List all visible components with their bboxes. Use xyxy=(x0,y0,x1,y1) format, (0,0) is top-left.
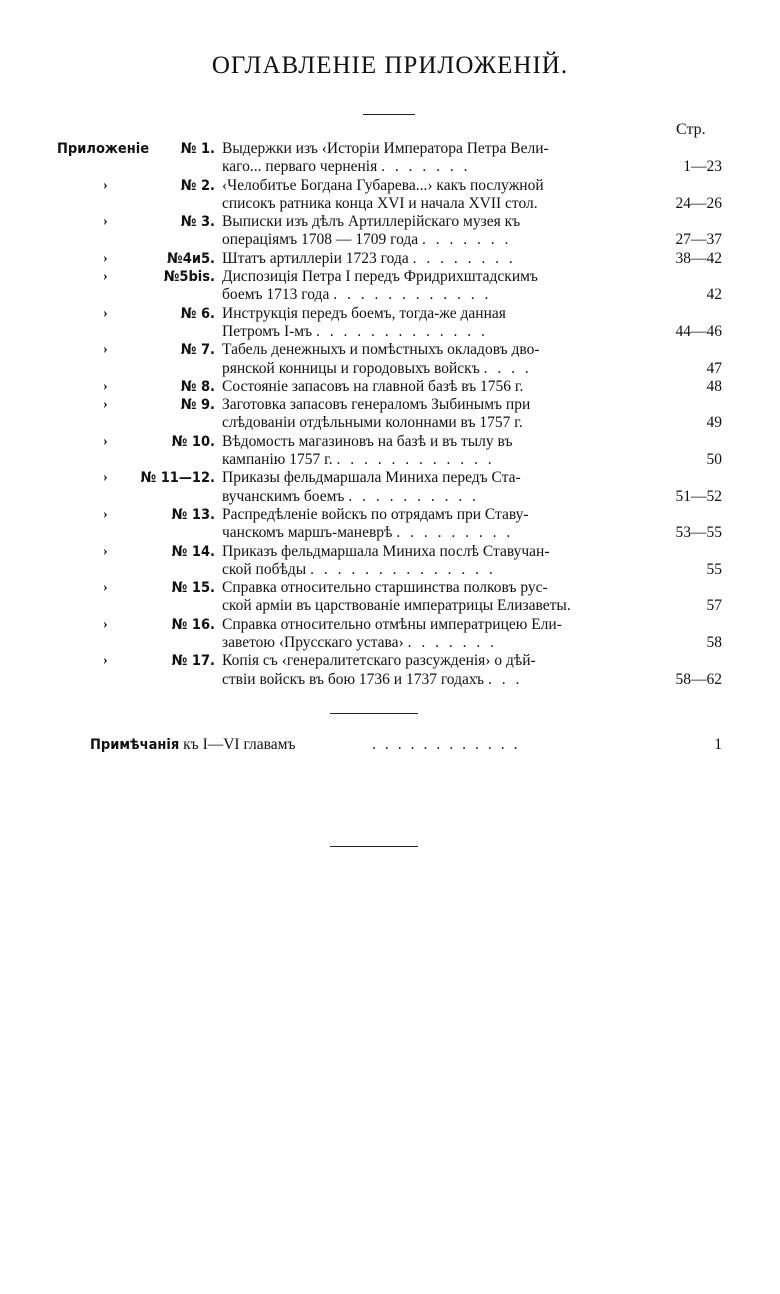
entry-text xyxy=(222,488,640,506)
entry-text xyxy=(222,250,640,268)
entry-text xyxy=(222,341,640,359)
toc-entry xyxy=(0,396,780,433)
toc-entry-line xyxy=(0,579,780,597)
entry-page-ref: 42 xyxy=(706,286,722,304)
entry-text-content: боемъ 1713 года xyxy=(222,286,330,304)
ditto-mark: › xyxy=(103,342,108,358)
entry-text xyxy=(222,561,640,579)
toc-entry xyxy=(0,506,780,543)
toc-entry-line xyxy=(0,213,780,231)
entry-text xyxy=(222,158,640,176)
toc-entry-line xyxy=(0,469,780,487)
toc-entry-line xyxy=(0,250,780,268)
toc-entry-line xyxy=(0,231,780,249)
toc-entry xyxy=(0,469,780,506)
entry-text-content: Инструкція передъ боемъ, тогда-же данная xyxy=(222,304,506,322)
toc-entry-line xyxy=(0,286,780,304)
entry-text xyxy=(222,506,640,524)
page-title: ОГЛАВЛЕНІЕ ПРИЛОЖЕНІЙ. xyxy=(211,52,569,79)
entry-page-ref: 38—42 xyxy=(675,249,722,267)
entry-text xyxy=(222,268,640,286)
toc-entry xyxy=(0,579,780,616)
toc-entry-line xyxy=(0,378,780,396)
entry-number: № 6. xyxy=(180,305,215,322)
notes-label-rest: къ I—VI главамъ xyxy=(179,736,296,753)
entry-text-content: ‹Челобитье Богдана Губарева...› какъ послужной xyxy=(222,176,544,194)
entry-text-content: ской побѣды xyxy=(222,560,307,578)
entry-number: №5bis. xyxy=(163,269,215,286)
entry-text-content: Состояніе запасовъ на главной базѣ въ 1756 г. xyxy=(222,377,524,395)
toc-entry xyxy=(0,543,780,580)
toc-entry-line xyxy=(0,140,780,158)
toc-entry-line xyxy=(0,433,780,451)
entry-page-ref: 53—55 xyxy=(675,524,722,542)
entry-text-content: рянской конницы и городовыхъ войскъ xyxy=(222,359,480,377)
entry-text-content: Справка относительно отмѣны императрицею Ели- xyxy=(222,615,562,633)
ditto-mark: › xyxy=(103,378,108,394)
toc-entry-line xyxy=(0,543,780,561)
entry-page-ref: 49 xyxy=(706,414,722,432)
entry-number: №4и5. xyxy=(167,250,215,267)
entry-text xyxy=(222,469,640,487)
entry-page-ref: 58—62 xyxy=(675,670,722,688)
dot-leader: . . . . . . . . . . . . xyxy=(336,451,495,469)
notes-label-bold: Примѣчанія xyxy=(90,737,180,753)
entry-page-ref: 58 xyxy=(706,634,722,652)
toc-entry-line xyxy=(0,634,780,652)
notes-label xyxy=(90,736,295,754)
dot-leader: . . . . . . . xyxy=(381,158,471,176)
entry-page-ref: 51—52 xyxy=(675,487,722,505)
entry-page-ref: 47 xyxy=(706,359,722,377)
toc-entry xyxy=(0,341,780,378)
entry-text xyxy=(222,524,640,542)
entry-text-content: ствіи войскъ въ бою 1736 и 1737 годахъ xyxy=(222,670,485,688)
entry-number: № 17. xyxy=(171,653,215,670)
entry-text-content: Заготовка запасовъ генераломъ Зыбинымъ при xyxy=(222,396,531,414)
entry-text-content: Петромъ I-мъ xyxy=(222,322,313,340)
entry-text xyxy=(222,597,640,615)
toc-entry xyxy=(0,433,780,470)
entry-text xyxy=(222,140,640,158)
entry-text-content: кампанію 1757 г. xyxy=(222,451,333,469)
entry-text-content: Приказъ фельдмаршала Миниха послѣ Ставучан- xyxy=(222,542,550,560)
dot-leader: . . . . . . . . . . . . . . xyxy=(310,560,496,578)
toc-list xyxy=(0,140,780,689)
entry-text xyxy=(222,396,640,414)
dot-leader: . . . xyxy=(487,670,523,688)
entry-number: № 15. xyxy=(171,580,215,597)
dot-leader: . . . . . . . . xyxy=(412,249,516,267)
ditto-mark: › xyxy=(103,177,108,193)
entry-text-content: списокъ ратника конца XVI и начала XVII стол. xyxy=(222,194,538,212)
ditto-mark: › xyxy=(103,653,108,669)
toc-entry-line xyxy=(0,597,780,615)
entry-page-ref: 44—46 xyxy=(675,322,722,340)
title-rule xyxy=(363,114,415,115)
toc-entry xyxy=(0,250,780,268)
toc-entry xyxy=(0,268,780,305)
dot-leader: . . . . . . . . . xyxy=(396,524,514,542)
entry-text-content: ской арміи въ царствованіе императрицы Елизаветы. xyxy=(222,597,571,615)
entry-text xyxy=(222,213,640,231)
notes-leader: ............ xyxy=(372,736,527,753)
toc-entry-line xyxy=(0,396,780,414)
entry-text-content: Штатъ артиллеріи 1723 года xyxy=(222,249,409,267)
toc-entry-line xyxy=(0,524,780,542)
entry-text xyxy=(222,195,640,213)
entry-text-content: Диспозиція Петра I передъ Фридрихштадскимъ xyxy=(222,268,538,286)
dot-leader: . . . . . . . xyxy=(407,634,497,652)
ditto-mark: › xyxy=(103,580,108,596)
ditto-mark: › xyxy=(103,305,108,321)
entry-text-content: Распредѣленіе войскъ по отрядамъ при Ставу- xyxy=(222,505,529,523)
toc-entry-line xyxy=(0,616,780,634)
entry-text-content: Копія съ ‹генералитетскаго разсужденія› о дѣй- xyxy=(222,652,536,670)
entry-text xyxy=(222,378,640,396)
entry-number: № 8. xyxy=(180,378,215,395)
entry-prefix: Приложеніе xyxy=(57,141,150,157)
toc-entry-line xyxy=(0,341,780,359)
entry-page-ref: 24—26 xyxy=(675,194,722,212)
dot-leader: . . . . xyxy=(483,359,532,377)
toc-entry-line xyxy=(0,561,780,579)
entry-page-ref: 48 xyxy=(706,377,722,395)
entry-text-content: вучанскимъ боемъ xyxy=(222,487,345,505)
entry-text-content: слѣдованіи отдѣльными колоннами въ 1757 г. xyxy=(222,414,523,432)
ditto-mark: › xyxy=(103,397,108,413)
toc-entry xyxy=(0,140,780,177)
toc-entry-line xyxy=(0,177,780,195)
entry-text xyxy=(222,177,640,195)
entry-number: № 2. xyxy=(180,177,215,194)
toc-entry xyxy=(0,378,780,396)
entry-number: № 13. xyxy=(171,506,215,523)
entry-text xyxy=(222,414,640,432)
toc-entry-line xyxy=(0,488,780,506)
toc-entry-line xyxy=(0,506,780,524)
entry-text xyxy=(222,579,640,597)
ditto-mark: › xyxy=(103,616,108,632)
ditto-mark: › xyxy=(103,214,108,230)
notes-entry xyxy=(0,736,780,756)
entry-text xyxy=(222,286,640,304)
toc-entry xyxy=(0,213,780,250)
page-column-header: Стр. xyxy=(676,121,706,138)
toc-entry-line xyxy=(0,451,780,469)
toc-entry xyxy=(0,177,780,214)
toc-entry xyxy=(0,616,780,653)
toc-entry-line xyxy=(0,323,780,341)
entry-text xyxy=(222,634,640,652)
entry-text xyxy=(222,231,640,249)
entry-text xyxy=(222,543,640,561)
entry-text xyxy=(222,451,640,469)
entry-number: № 7. xyxy=(180,342,215,359)
toc-entry xyxy=(0,305,780,342)
entry-page-ref: 55 xyxy=(706,560,722,578)
entry-text-content: Выдержки изъ ‹Исторіи Императора Петра Вели- xyxy=(222,140,549,157)
entry-number: № 14. xyxy=(171,543,215,560)
entry-number: № 3. xyxy=(180,214,215,231)
toc-entry-line xyxy=(0,158,780,176)
dot-leader: . . . . . . . xyxy=(422,231,512,249)
entry-text-content: Выписки изъ дѣлъ Артиллерійскаго музея къ xyxy=(222,213,521,231)
toc-entry-line xyxy=(0,360,780,378)
entry-text-content: заветою ‹Прусскаго устава› xyxy=(222,634,404,652)
entry-text xyxy=(222,671,640,689)
entry-text xyxy=(222,360,640,378)
entry-text-content: каго... перваго черненія xyxy=(222,158,378,176)
entry-number: № 10. xyxy=(171,433,215,450)
entry-number: № 11—12. xyxy=(140,470,215,487)
entry-page-ref: 50 xyxy=(706,451,722,469)
ditto-mark: › xyxy=(103,470,108,486)
dot-leader: . . . . . . . . . . . . xyxy=(333,286,492,304)
entry-text-content: Справка относительно старшинства полковъ рус- xyxy=(222,579,548,597)
section-rule xyxy=(330,713,418,714)
dot-leader: . . . . . . . . . . . . . xyxy=(315,322,488,340)
toc-entry-line xyxy=(0,671,780,689)
entry-number: № 16. xyxy=(171,616,215,633)
entry-page-ref: 1—23 xyxy=(683,158,722,176)
toc-entry-line xyxy=(0,268,780,286)
toc-entry xyxy=(0,652,780,689)
notes-page-ref: 1 xyxy=(714,736,722,753)
entry-text xyxy=(222,305,640,323)
entry-text xyxy=(222,433,640,451)
toc-entry-line xyxy=(0,414,780,432)
entry-number: № 9. xyxy=(180,397,215,414)
entry-text xyxy=(222,323,640,341)
entry-text-content: Табель денежныхъ и помѣстныхъ окладовъ дво- xyxy=(222,341,540,359)
ditto-mark: › xyxy=(103,250,108,266)
toc-entry-line xyxy=(0,305,780,323)
ditto-mark: › xyxy=(103,433,108,449)
bottom-rule xyxy=(330,846,418,847)
entry-page-ref: 57 xyxy=(706,597,722,615)
ditto-mark: › xyxy=(103,543,108,559)
entry-text-content: Вѣдомость магазиновъ на базѣ и въ тылу въ xyxy=(222,432,513,450)
dot-leader: . . . . . . . . . . xyxy=(348,487,479,505)
entry-text xyxy=(222,616,640,634)
entry-number: № 1. xyxy=(180,141,215,157)
entry-text-content: операціямъ 1708 — 1709 года xyxy=(222,231,419,249)
ditto-mark: › xyxy=(103,269,108,285)
entry-text xyxy=(222,652,640,670)
toc-entry-line xyxy=(0,652,780,670)
entry-text-content: чанскомъ маршъ-маневрѣ xyxy=(222,524,393,542)
entry-page-ref: 27—37 xyxy=(675,231,722,249)
toc-entry-line xyxy=(0,195,780,213)
ditto-mark: › xyxy=(103,506,108,522)
entry-text-content: Приказы фельдмаршала Миниха передъ Ста- xyxy=(222,469,521,487)
